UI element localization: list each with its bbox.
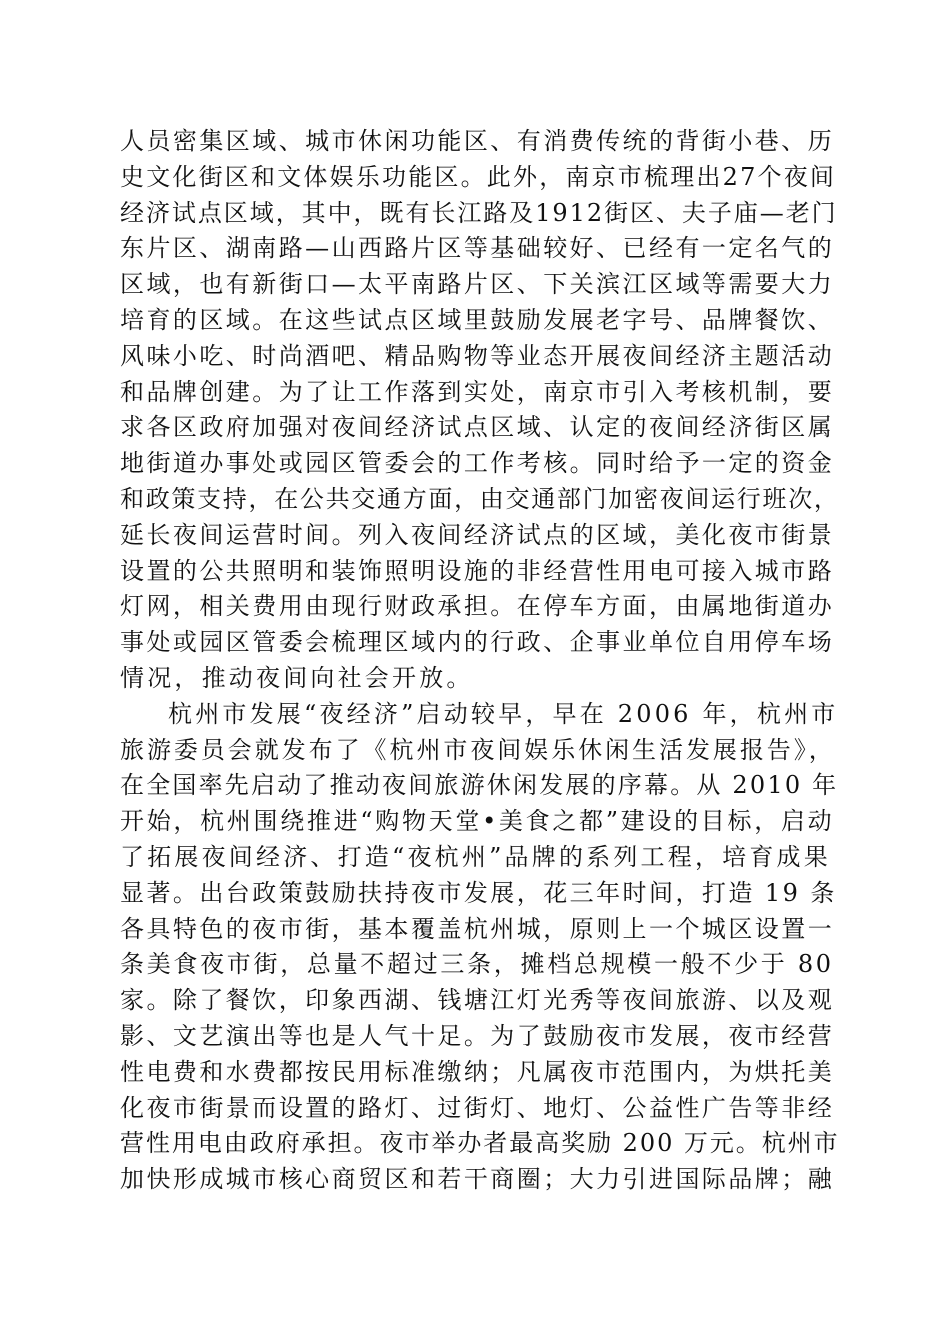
text-line: 和品牌创建。为了让工作落到实处，南京市引入考核机制，要 [120,377,835,406]
text-line: 和政策支持，在公共交通方面，由交通部门加密夜间运行班次， [120,484,840,513]
text-line: 显著。出台政策鼓励扶持夜市发展，花三年时间，打造 19 条 [120,878,837,907]
text-line: 化夜市街景而设置的路灯、过街灯、地灯、公益性广告等非经 [120,1093,835,1122]
text-line: 了拓展夜间经济、打造“夜杭州”品牌的系列工程，培育成果 [120,842,831,871]
text-line: 杭州市发展“夜经济”启动较早，早在 2006 年，杭州市 [168,699,839,728]
text-line: 灯网，相关费用由现行财政承担。在停车方面，由属地街道办 [120,592,835,621]
text-line: 事处或园区管委会梳理区域内的行政、企事业单位自用停车场 [120,628,835,657]
text-line: 加快形成城市核心商贸区和若干商圈；大力引进国际品牌；融 [120,1165,835,1194]
text-line: 求各区政府加强对夜间经济试点区域、认定的夜间经济街区属 [120,413,835,442]
text-line: 旅游委员会就发布了《杭州市夜间娱乐休闲生活发展报告》， [120,735,836,764]
text-line: 条美食夜市街，总量不超过三条，摊档总规模一般不少于 80 [120,950,834,979]
text-line: 开始，杭州围绕推进“购物天堂•美食之都”建设的目标，启动 [120,807,835,836]
text-line: 区域，也有新街口—太平南路片区、下关滨江区域等需要大力 [120,270,835,299]
text-line: 在全国率先启动了推动夜间旅游休闲发展的序幕。从 2010 年 [120,771,839,800]
text-line: 情况，推动夜间向社会开放。 [120,663,474,692]
text-line: 地街道办事处或园区管委会的工作考核。同时给予一定的资金 [120,449,835,478]
text-line: 各具特色的夜市街，基本覆盖杭州城，原则上一个城区设置一 [120,914,835,943]
body-text [120,124,840,1198]
text-line: 设置的公共照明和装饰照明设施的非经营性用电可接入城市路 [120,556,835,585]
text-line: 东片区、湖南路—山西路片区等基础较好、已经有一定名气的 [120,234,835,263]
text-line: 人员密集区域、城市休闲功能区、有消费传统的背街小巷、历 [120,127,835,155]
text-line: 营性用电由政府承担。夜市举办者最高奖励 200 万元。杭州市 [120,1129,840,1158]
text-line: 性电费和水费都按民用标准缴纳；凡属夜市范围内，为烘托美 [120,1057,835,1086]
text-line: 经济试点区域，其中，既有长江路及1912街区、夫子庙—老门 [120,198,838,227]
text-line: 影、文艺演出等也是人气十足。为了鼓励夜市发展，夜市经营 [120,1021,835,1050]
text-line: 培育的区域。在这些试点区域里鼓励发展老字号、品牌餐饮、 [120,305,835,334]
text-line: 史文化街区和文体娱乐功能区。此外，南京市梳理出27个夜间 [120,162,837,191]
text-line: 延长夜间运营时间。列入夜间经济试点的区域，美化夜市街景 [120,520,835,549]
text-line: 家。除了餐饮，印象西湖、钱塘江灯光秀等夜间旅游、以及观 [120,986,835,1015]
text-line: 风味小吃、时尚酒吧、精品购物等业态开展夜间经济主题活动 [120,341,835,370]
